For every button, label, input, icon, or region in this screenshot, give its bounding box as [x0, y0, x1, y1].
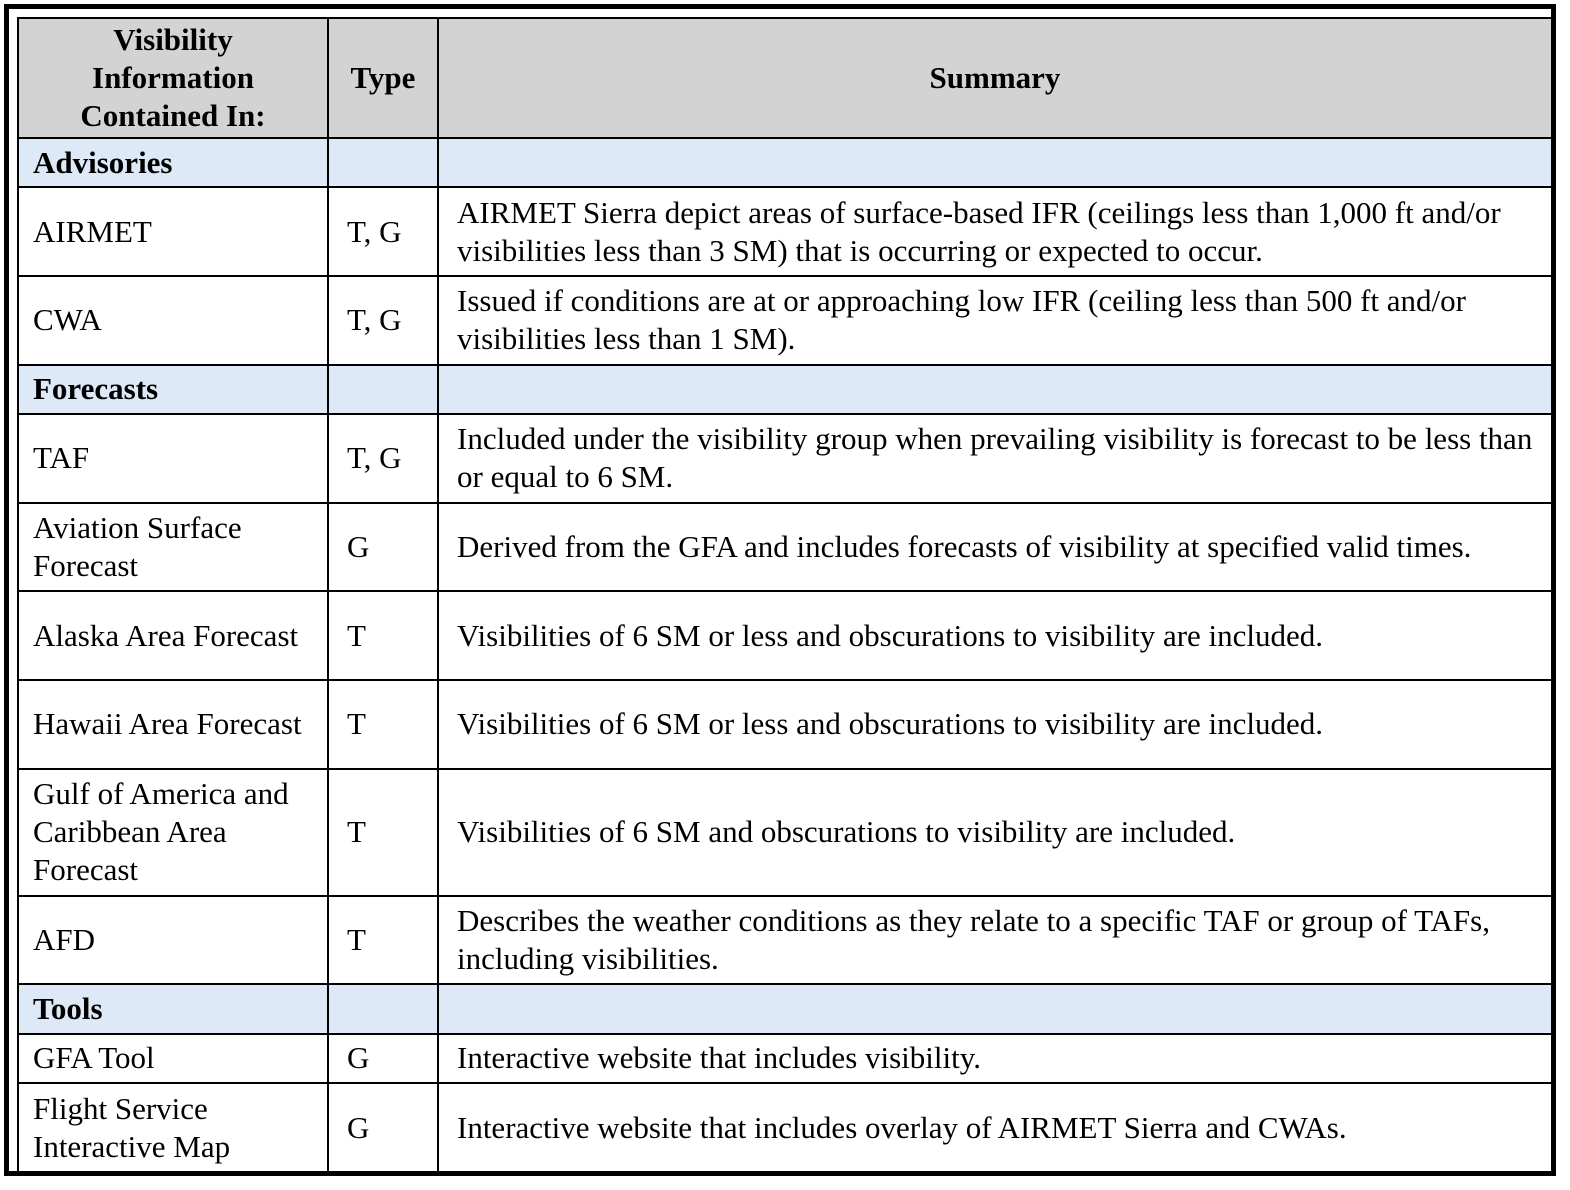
row-type: T, G [328, 414, 438, 503]
row-name: Alaska Area Forecast [18, 591, 328, 680]
row-summary: Derived from the GFA and includes forecasts of visibility at specified valid times. [438, 503, 1552, 592]
row-name: Gulf of America and Caribbean Area Forecast [18, 769, 328, 896]
table-row [18, 769, 1552, 896]
row-name: CWA [18, 276, 328, 365]
table-row [18, 276, 1552, 365]
row-type: T [328, 680, 438, 769]
section-row-forecasts [18, 365, 1552, 414]
row-summary: Visibilities of 6 SM or less and obscurations to visibility are included. [438, 680, 1552, 769]
row-type: T [328, 769, 438, 896]
row-type: G [328, 503, 438, 592]
table-row [18, 1083, 1552, 1172]
table-row [18, 187, 1552, 276]
row-summary: Issued if conditions are at or approaching low IFR (ceiling less than 500 ft and/or visibilities less than 1 SM). [438, 276, 1552, 365]
row-summary: Visibilities of 6 SM and obscurations to visibility are included. [438, 769, 1552, 896]
section-title: Tools [18, 984, 328, 1033]
header-row [18, 18, 1552, 138]
row-summary: Included under the visibility group when prevailing visibility is forecast to be less than or equal to 6 SM. [438, 414, 1552, 503]
row-summary: Describes the weather conditions as they relate to a specific TAF or group of TAFs, including visibilities. [438, 896, 1552, 985]
row-summary: Interactive website that includes visibility. [438, 1034, 1552, 1083]
table-row [18, 503, 1552, 592]
row-type: G [328, 1083, 438, 1172]
row-name: AFD [18, 896, 328, 985]
row-name: Hawaii Area Forecast [18, 680, 328, 769]
table-row [18, 414, 1552, 503]
row-name: Aviation Surface Forecast [18, 503, 328, 592]
section-title: Advisories [18, 138, 328, 187]
row-name: Flight Service Interactive Map [18, 1083, 328, 1172]
row-name: AIRMET [18, 187, 328, 276]
row-name: TAF [18, 414, 328, 503]
row-summary: AIRMET Sierra depict areas of surface-based IFR (ceilings less than 1,000 ft and/or visibilities less than 3 SM) that is occurring or expected to occur. [438, 187, 1552, 276]
table-row [18, 591, 1552, 680]
header-type: Type [328, 18, 438, 138]
section-row-tools [18, 984, 1552, 1033]
table-row [18, 680, 1552, 769]
header-visibility-info: Visibility Information Contained In: [18, 18, 328, 138]
row-type: T, G [328, 276, 438, 365]
row-type: T, G [328, 187, 438, 276]
header-summary: Summary [438, 18, 1552, 138]
table-row [18, 896, 1552, 985]
section-title: Forecasts [18, 365, 328, 414]
row-type: G [328, 1034, 438, 1083]
row-summary: Interactive website that includes overlay of AIRMET Sierra and CWAs. [438, 1083, 1552, 1172]
table-frame [4, 4, 1556, 1176]
visibility-table [17, 17, 1553, 1173]
row-type: T [328, 591, 438, 680]
row-summary: Visibilities of 6 SM or less and obscurations to visibility are included. [438, 591, 1552, 680]
section-row-advisories [18, 138, 1552, 187]
table-row [18, 1034, 1552, 1083]
row-type: T [328, 896, 438, 985]
row-name: GFA Tool [18, 1034, 328, 1083]
